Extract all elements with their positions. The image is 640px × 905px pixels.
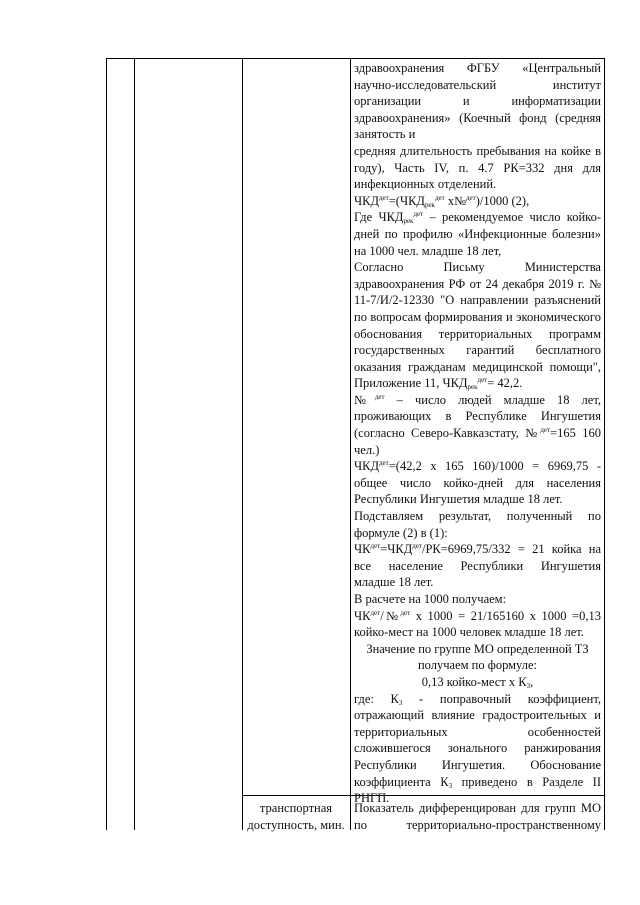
formula-centered: 0,13 койко-мест х $К_3$, (421, 674, 534, 690)
paragraph: В расчете на 1000 получаем: (354, 592, 507, 606)
table-border-col2 (134, 58, 135, 830)
cell-transport (354, 800, 601, 834)
table-border-left (106, 58, 107, 830)
table-border-col4 (350, 58, 351, 830)
row-label-transport: транспортная доступность, мин. (247, 801, 345, 832)
paragraph: $ЧК^{дет}/№^{дет}$ х 1000 = 21/165160 х 1000 =0,13 койко-мест на 1000 человек младше 18 лет. (354, 608, 601, 640)
cell-justification (354, 60, 601, 807)
table-border-col3 (242, 58, 243, 830)
paragraph: $ЧК^{дет}=ЧКД^{дет}/РК=6969,75/332 = 21$ койка на все население Республики Ингушетия младше 18 лет. (354, 542, 601, 590)
table-border-top (106, 58, 604, 59)
table-border-right (604, 58, 605, 830)
paragraph: №$^{дет}$ – число людей младше 18 лет, проживающих в Республике Ингушетия (согласно Северо-Кавказстату, №$^{дет}$=165 160 чел.) (354, 392, 601, 457)
paragraph: средняя длительность пребывания на койке в году), Часть IV, п. 4.7 РК=332 дня для инфекционных отделений. (354, 143, 601, 192)
paragraph: Показатель дифференцирован для групп МО по территориально-пространственному (354, 801, 601, 832)
paragraph-centered: Значение по группе МО определенной ТЗ получаем по формуле: (366, 641, 589, 673)
formula-2: $ЧКД^{дет}=(ЧКД_{рек}^{дет}$ х№$^{дет}$)/1000 (2), (354, 193, 530, 209)
paragraph: $ЧКД^{дет}=(42,2$ х 165 160)/1000 = 6969,75 - общее число койко-дней для населения Республики Ингушетия младше 18 лет. (354, 459, 601, 507)
paragraph: Согласно Письму Министерства здравоохранения РФ от 24 декабря 2019 г. № 11-7/И/2-12330 "О направлении разъяснений по вопросам формирования и экономического обоснования территориальных программ государственных гарантий бесплатного оказания гражданам медицинской помощи", Приложение 11, $ЧКД_{рек}^{дет}= 42,2$. (354, 260, 601, 392)
paragraph: здравоохранения ФГБУ «Центральный научно-исследовательский институт организации и информатизации здравоохранения» (Коечный фонд (средняя занятость и (354, 61, 601, 142)
paragraph: Где $ЧКД_{рек}^{дет}$ – рекомендуемое число койко-дней по профилю «Инфекционные болезни» на 1000 чел. младше 18 лет, (354, 210, 601, 258)
paragraph: Подставляем результат, полученный по формуле (2) в (1): (354, 509, 601, 540)
paragraph: где: $К_3$ - поправочный коэффициент, отражающий влияние градостроительных и территориальных особенностей сложившегося зонального ранжирования Республики Ингушетия. Обоснование коэффициента $К_3$ приведено в Разделе II РНГП. (354, 691, 601, 806)
